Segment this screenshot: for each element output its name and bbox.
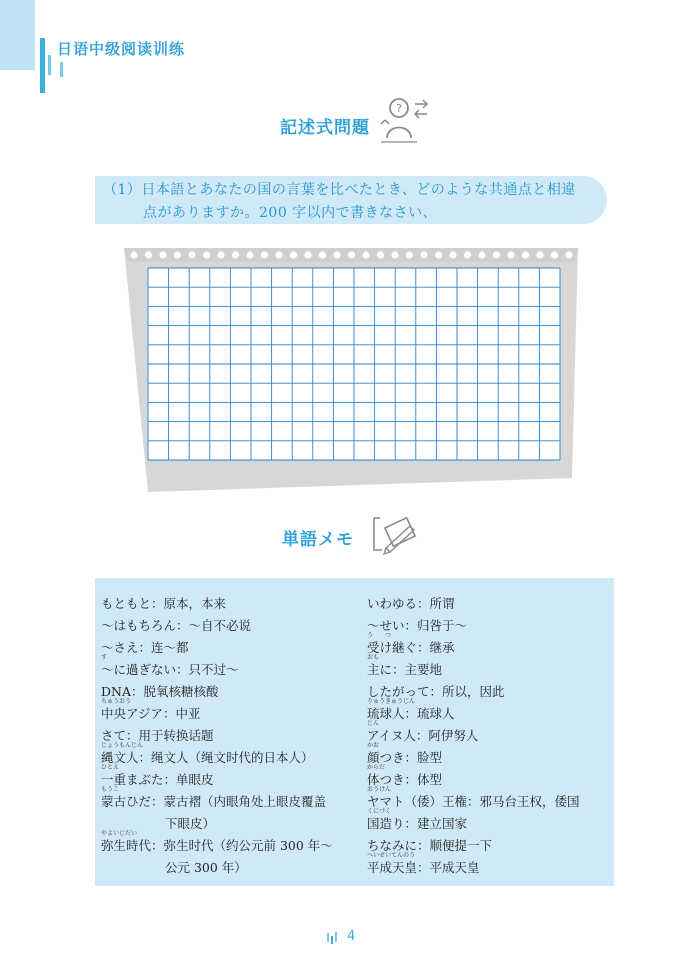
- furigana: かお: [367, 742, 380, 749]
- vocabulary-item: [101, 614, 333, 636]
- vocabulary-text: ちなみに：顺便提一下: [367, 838, 493, 853]
- vocabulary-item: [101, 830, 333, 856]
- ring-hole: [522, 251, 529, 258]
- vocabulary-item: [101, 654, 333, 680]
- vocabulary-text: 蒙古ひだ：蒙古褶（内眼角处上眼皮覆盖: [101, 794, 327, 809]
- vocabulary-text: 体つき：体型: [367, 772, 443, 787]
- vocabulary-text: 一重まぶた：单眼皮: [101, 772, 214, 787]
- ring-hole: [551, 251, 558, 258]
- ring-hole: [304, 251, 311, 258]
- vocabulary-item: [101, 636, 333, 658]
- ring-hole: [188, 251, 195, 258]
- vocabulary-text: 顔つき：脸型: [367, 750, 443, 765]
- section-title-essay: 記述式問題: [280, 118, 370, 138]
- ring-hole: [493, 251, 500, 258]
- vocabulary-item: [367, 808, 580, 834]
- ring-hole: [420, 251, 427, 258]
- ring-hole: [203, 251, 210, 258]
- vocabulary-text: DNA：脱氧核糖核酸: [101, 684, 219, 699]
- ring-hole: [348, 251, 355, 258]
- vocabulary-item: [101, 592, 333, 614]
- vocabulary-text: 公元 300 年）: [165, 860, 247, 875]
- ring-hole: [246, 251, 253, 258]
- vocabulary-item: [367, 742, 580, 768]
- furigana: へいせいてんのう: [367, 852, 416, 859]
- vocabulary-panel: [95, 578, 614, 886]
- ring-hole: [130, 251, 137, 258]
- vocabulary-item: [367, 720, 580, 746]
- vocabulary-text: さて：用于转换话题: [101, 728, 214, 743]
- ring-hole: [406, 251, 413, 258]
- vocabulary-text: ～さえ：连～都: [101, 640, 189, 655]
- furigana: す: [101, 654, 108, 661]
- vocabulary-text: 縄文人：绳文人（绳文时代的日本人）: [101, 750, 314, 765]
- furigana: じょうもんじん: [101, 742, 144, 749]
- vocabulary-text: 弥生時代：弥生时代（约公元前 300 年～: [101, 838, 333, 853]
- vocabulary-item: [101, 786, 333, 812]
- vocabulary-item: [367, 698, 580, 724]
- furigana: おうけん: [367, 786, 392, 793]
- vocabulary-item: [101, 680, 333, 702]
- vocabulary-item: [367, 764, 580, 790]
- ring-hole: [261, 251, 268, 258]
- question-text-line2: 点がありますか。200 字以内で書きなさい、: [143, 205, 438, 221]
- vocabulary-text: いわゆる：所谓: [367, 596, 455, 611]
- section-title-vocabulary: 単語メモ: [282, 530, 354, 550]
- vocabulary-text: ～はもちろん：～自不必说: [101, 618, 252, 633]
- pencil-note-icon: [370, 512, 422, 556]
- furigana: おも: [367, 654, 380, 661]
- vocabulary-item: [367, 592, 580, 614]
- ring-hole: [565, 251, 572, 258]
- vocabulary-item: [367, 614, 580, 636]
- ring-hole: [507, 251, 514, 258]
- vocabulary-text: 国造り：建立国家: [367, 816, 468, 831]
- vocabulary-item: [367, 632, 580, 658]
- vocabulary-text: したがって：所以，因此: [367, 684, 505, 699]
- ring-hole: [536, 251, 543, 258]
- ring-hole: [362, 251, 369, 258]
- furigana: からだ: [367, 764, 386, 771]
- furigana: じん: [367, 720, 380, 727]
- vocabulary-item: [101, 764, 333, 790]
- ring-hole: [290, 251, 297, 258]
- vocabulary-text: 主に：主要地: [367, 662, 443, 677]
- furigana: もうこ: [101, 786, 120, 793]
- furigana: くにづく: [367, 808, 391, 815]
- furigana: う つ: [367, 632, 392, 639]
- answer-grid: [148, 268, 560, 460]
- ring-hole: [377, 251, 384, 258]
- ring-hole: [391, 251, 398, 258]
- ring-hole: [333, 251, 340, 258]
- vocabulary-column-right: [367, 592, 580, 878]
- vocabulary-item: [101, 698, 333, 724]
- vocabulary-item: [101, 742, 333, 768]
- ring-hole: [275, 251, 282, 258]
- ring-hole: [145, 251, 152, 258]
- ring-hole: [232, 251, 239, 258]
- furigana: ひとえ: [101, 764, 120, 771]
- ring-hole: [464, 251, 471, 258]
- vocabulary-text: ヤマト（倭）王権：邪马台王权，倭国: [367, 794, 580, 809]
- svg-text:?: ?: [396, 102, 402, 115]
- ring-hole: [319, 251, 326, 258]
- vocabulary-column-left: [101, 592, 333, 878]
- book-title: 日语中级阅读训练: [57, 40, 186, 58]
- vocabulary-item: [367, 786, 580, 812]
- vocabulary-item-continued: [101, 856, 333, 878]
- page-number: 4: [347, 929, 356, 944]
- vocabulary-item: [367, 852, 580, 878]
- ring-hole: [449, 251, 456, 258]
- furigana: りゅうきゅうじん: [367, 698, 416, 705]
- ring-hole: [435, 251, 442, 258]
- vocabulary-text: もともと：原本，本来: [101, 596, 227, 611]
- vocabulary-text: 琉球人：琉球人: [367, 706, 455, 721]
- question-text-line1: （1）日本語とあなたの国の言葉を比べたとき、どのような共通点と相違: [103, 182, 576, 198]
- ring-hole: [159, 251, 166, 258]
- vocabulary-text: 平成天皇：平成天皇: [367, 860, 480, 875]
- vocabulary-text: ～せい：归咎于～: [367, 618, 468, 633]
- vocabulary-text: 受け継ぐ：继承: [367, 640, 455, 655]
- vocabulary-text: ～に過ぎない：只不过～: [101, 662, 239, 677]
- vocabulary-item: [367, 654, 580, 680]
- ring-hole: [174, 251, 181, 258]
- vocabulary-text: アイヌ人：阿伊努人: [367, 728, 479, 743]
- vocabulary-text: 中央アジア：中亚: [101, 706, 201, 721]
- vocabulary-text: 下眼皮）: [165, 816, 216, 831]
- ring-hole: [478, 251, 485, 258]
- page-number-decoration: [326, 930, 342, 944]
- furigana: ちゅうおう: [101, 698, 132, 705]
- ring-hole: [217, 251, 224, 258]
- furigana: やよいじだい: [101, 830, 138, 837]
